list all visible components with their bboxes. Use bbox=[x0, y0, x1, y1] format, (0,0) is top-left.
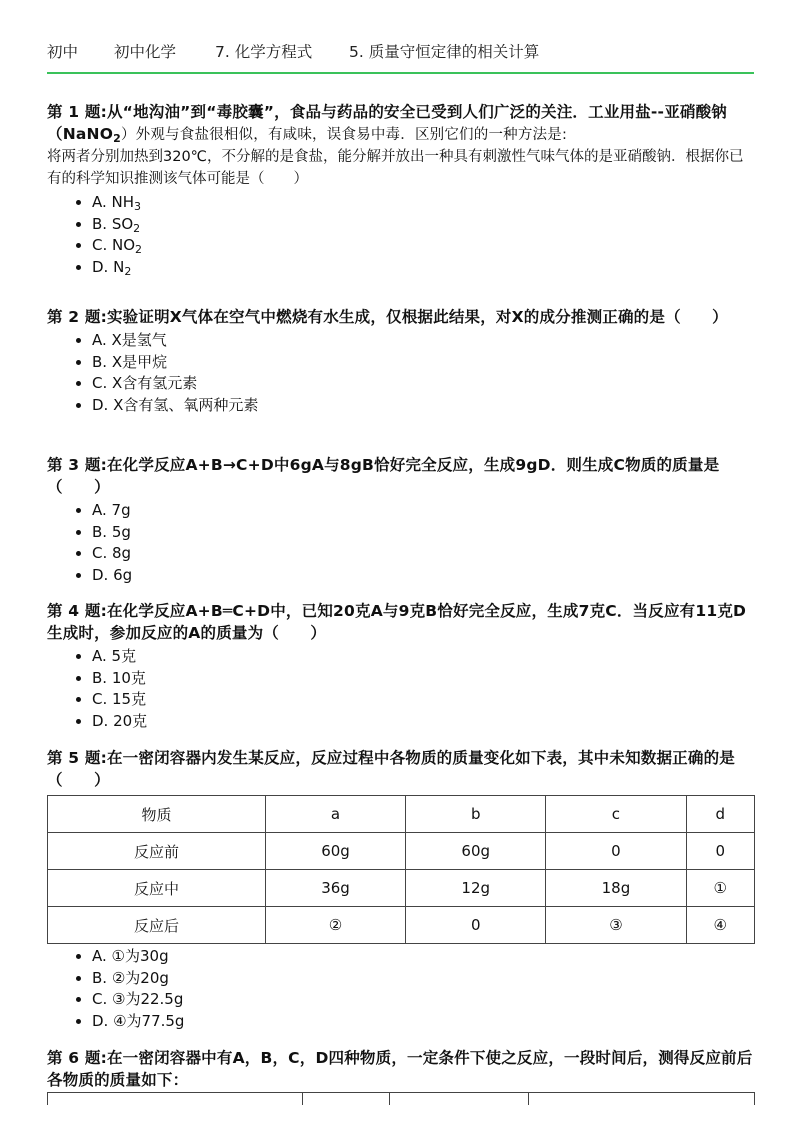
table-border bbox=[302, 1093, 303, 1105]
option-a[interactable]: • A. 7g bbox=[92, 500, 755, 522]
option-d[interactable]: • D. ④为77.5g bbox=[92, 1011, 755, 1033]
option-d[interactable] bbox=[92, 257, 755, 279]
question-title bbox=[47, 101, 755, 146]
table-cell: 60g bbox=[265, 833, 405, 870]
option-text: B. SO bbox=[92, 214, 134, 233]
option-b[interactable]: • B. 5g bbox=[92, 522, 755, 544]
option-c[interactable]: • C. ③为22.5g bbox=[92, 989, 755, 1011]
table-cell: 18g bbox=[546, 870, 686, 907]
breadcrumb-item-chapter[interactable]: 7. 化学方程式 bbox=[215, 43, 313, 61]
option-a[interactable] bbox=[92, 192, 755, 214]
option-c[interactable]: • C. 8g bbox=[92, 543, 755, 565]
table-cell: c bbox=[546, 796, 686, 833]
option-subscript: 3 bbox=[134, 200, 142, 213]
option-text: A. NH bbox=[92, 193, 135, 211]
option-c[interactable]: • C. X含有氢元素 bbox=[92, 373, 755, 395]
table-cell: 0 bbox=[686, 833, 754, 870]
option-b[interactable]: • B. X是甲烷 bbox=[92, 352, 755, 374]
table-row bbox=[48, 870, 755, 907]
option-subscript: 2 bbox=[135, 243, 143, 256]
table-cell: ② bbox=[265, 907, 405, 944]
breadcrumb-item-level[interactable]: 初中 bbox=[47, 43, 79, 61]
table-cell: ④ bbox=[686, 907, 754, 944]
table-cell: 0 bbox=[406, 907, 546, 944]
breadcrumb-item-subject[interactable]: 初中化学 bbox=[114, 43, 177, 61]
option-c[interactable]: • C. 15克 bbox=[92, 689, 755, 711]
option-list bbox=[47, 500, 755, 586]
table-cell: 反应后 bbox=[48, 907, 266, 944]
option-d[interactable]: • D. X含有氢、氧两种元素 bbox=[92, 395, 755, 417]
option-subscript: 2 bbox=[133, 221, 141, 235]
question-title: 第 5 题:在一密闭容器内发生某反应，反应过程中各物质的质量变化如下表，其中未知数据正确的是（ ） bbox=[47, 749, 735, 789]
option-list bbox=[47, 330, 755, 416]
table-cell: 12g bbox=[406, 870, 546, 907]
option-list bbox=[47, 946, 755, 1032]
question-title: 第 3 题:在化学反应A+B→C+D中6gA与8gB恰好完全反应，生成9gD．则生成C物质的质量是（ ） bbox=[47, 456, 720, 496]
question-title: 第 4 题:在化学反应A+B═C+D中，已知20克A与9克B恰好完全反应，生成7克C．当反应有11克D生成时，参加反应的A的质量为（ ） bbox=[47, 602, 747, 642]
option-list bbox=[47, 192, 755, 278]
option-b[interactable] bbox=[92, 214, 755, 236]
table-cell: 物质 bbox=[48, 796, 266, 833]
question-title-subscript: 2 bbox=[113, 132, 121, 145]
option-b[interactable]: • B. ②为20g bbox=[92, 968, 755, 990]
question-1 bbox=[47, 101, 755, 278]
option-c[interactable] bbox=[92, 235, 755, 257]
option-a[interactable]: • A. 5克 bbox=[92, 646, 755, 668]
option-a[interactable]: • A. X是氢气 bbox=[92, 330, 755, 352]
table-cell: 36g bbox=[265, 870, 405, 907]
question-title-text: 第 1 题:从“地沟油”到“毒胶囊”，食品与药品的安全已受到人们广泛的关注．工业用盐--亚硝酸钠（NaNO bbox=[47, 103, 727, 143]
breadcrumb bbox=[47, 38, 754, 74]
option-text: C. NO bbox=[92, 236, 136, 254]
question-6 bbox=[47, 1047, 755, 1091]
table-cell: 0 bbox=[546, 833, 686, 870]
option-d[interactable]: • D. 20克 bbox=[92, 711, 755, 733]
breadcrumb-item-section[interactable]: 5. 质量守恒定律的相关计算 bbox=[349, 43, 540, 61]
question-3 bbox=[47, 454, 755, 586]
table-cell: 反应中 bbox=[48, 870, 266, 907]
question-body-inline: ）外观与食盐很相似，有咸味，误食易中毒．区别它们的一种方法是: bbox=[120, 127, 568, 143]
option-text: D. N bbox=[92, 257, 125, 276]
table-cell: 反应前 bbox=[48, 833, 266, 870]
question-2 bbox=[47, 306, 755, 416]
table-row bbox=[48, 833, 755, 870]
table-border bbox=[754, 1093, 755, 1105]
truncated-table bbox=[47, 1092, 755, 1105]
table-border bbox=[47, 1093, 48, 1105]
option-subscript: 2 bbox=[124, 264, 132, 278]
option-a[interactable]: • A. ①为30g bbox=[92, 946, 755, 968]
option-b[interactable]: • B. 10克 bbox=[92, 668, 755, 690]
table-row bbox=[48, 907, 755, 944]
option-list bbox=[47, 646, 755, 732]
question-5 bbox=[47, 747, 755, 1032]
question-title: 第 6 题:在一密闭容器中有A，B，C，D四种物质，一定条件下使之反应，一段时间后，测得反应前后各物质的质量如下： bbox=[47, 1049, 753, 1089]
table-border bbox=[389, 1093, 390, 1105]
table-cell: a bbox=[265, 796, 405, 833]
table-cell: d bbox=[686, 796, 754, 833]
mass-change-table bbox=[47, 795, 755, 944]
table-border bbox=[528, 1093, 529, 1105]
question-title: 第 2 题:实验证明X气体在空气中燃烧有水生成，仅根据此结果，对X的成分推测正确的是（ ） bbox=[47, 308, 728, 326]
table-row bbox=[48, 796, 755, 833]
option-d[interactable]: • D. 6g bbox=[92, 565, 755, 587]
question-4 bbox=[47, 600, 755, 732]
table-cell: ① bbox=[686, 870, 754, 907]
table-cell: ③ bbox=[546, 907, 686, 944]
question-body: 将两者分别加热到320℃，不分解的是食盐，能分解并放出一种具有刺激性气味气体的是亚硝酸钠．根据你已有的科学知识推测该气体可能是（ ） bbox=[47, 149, 744, 187]
table-cell: 60g bbox=[406, 833, 546, 870]
table-cell: b bbox=[406, 796, 546, 833]
